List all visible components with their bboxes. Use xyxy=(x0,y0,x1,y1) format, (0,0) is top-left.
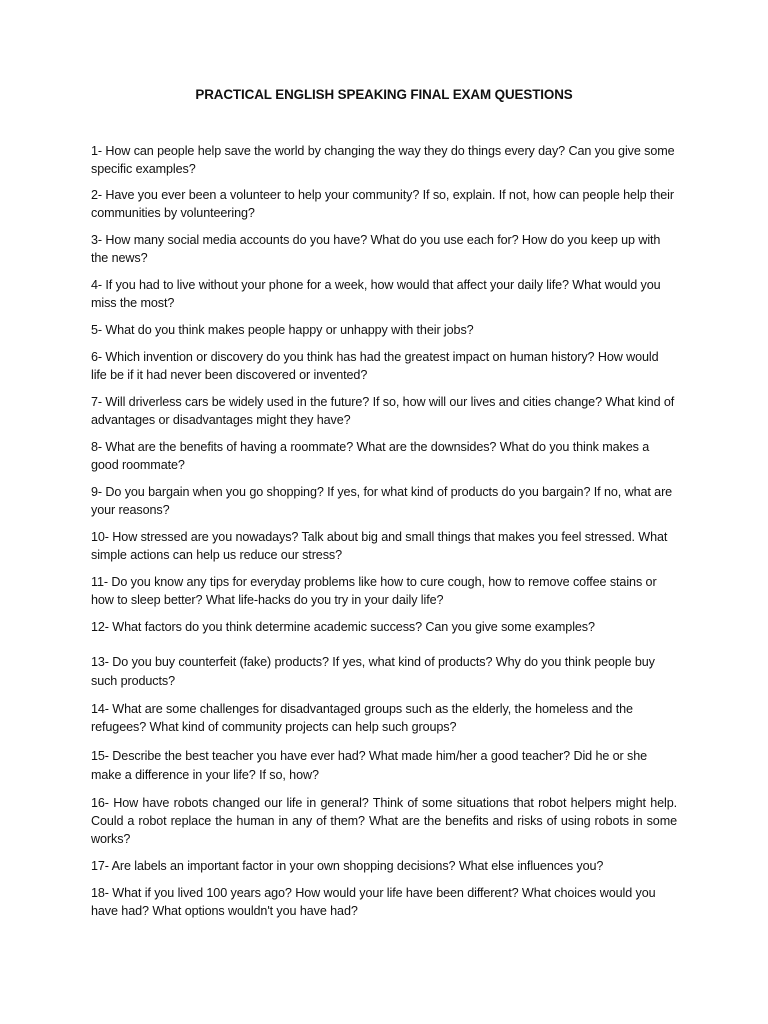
question-11: 11- Do you know any tips for everyday problems like how to cure cough, how to remove coffee stains or how to sleep better? What life-hacks do you try in your daily life? xyxy=(91,575,657,607)
question-13: 13- Do you buy counterfeit (fake) products? If yes, what kind of products? Why do you think people buy such products? xyxy=(91,655,655,688)
question-3: 3- How many social media accounts do you have? What do you use each for? How do you keep up with the news? xyxy=(91,233,661,265)
question-2: 2- Have you ever been a volunteer to help your community? If so, explain. If not, how can people help their communities by volunteering? xyxy=(91,188,674,220)
question-12: 12- What factors do you think determine academic success? Can you give some examples? xyxy=(91,620,595,634)
question-15: 15- Describe the best teacher you have ever had? What made him/her a good teacher? Did he or she make a difference in your life? If so, how? xyxy=(91,749,648,782)
question-10: 10- How stressed are you nowadays? Talk about big and small things that makes you feel stressed. What simple actions can help us reduce our stress? xyxy=(91,530,668,562)
question-14: 14- What are some challenges for disadvantaged groups such as the elderly, the homeless and the refugees? What kind of community projects can help such groups? xyxy=(91,702,633,734)
document-title: PRACTICAL ENGLISH SPEAKING FINAL EXAM QUESTIONS xyxy=(195,87,573,102)
question-7: 7- Will driverless cars be widely used in the future? If so, how will our lives and cities change? What kind of advantages or disadvantages might they have? xyxy=(91,395,675,427)
question-6: 6- Which invention or discovery do you think has had the greatest impact on human history? How would life be if it had never been discovered or invented? xyxy=(91,350,659,382)
question-8: 8- What are the benefits of having a roommate? What are the downsides? What do you think makes a good roommate? xyxy=(91,440,650,472)
question-16: 16- How have robots changed our life in general? Think of some situations that robot helpers might help. Could a robot replace the human in any of them? What are the benefits and risks of using robots in some works? xyxy=(91,796,677,846)
question-1: 1- How can people help save the world by changing the way they do things every day? Can you give some specific examples? xyxy=(91,144,675,176)
question-4: 4- If you had to live without your phone for a week, how would that affect your daily life? What would you miss the most? xyxy=(91,278,661,310)
question-9: 9- Do you bargain when you go shopping? If yes, for what kind of products do you bargain? If no, what are your reasons? xyxy=(91,485,673,517)
question-5: 5- What do you think makes people happy or unhappy with their jobs? xyxy=(91,323,474,337)
question-18: 18- What if you lived 100 years ago? How would your life have been different? What choices would you have had? What options wouldn't you have had? xyxy=(91,886,656,918)
question-17: 17- Are labels an important factor in your own shopping decisions? What else influences you? xyxy=(91,859,604,873)
